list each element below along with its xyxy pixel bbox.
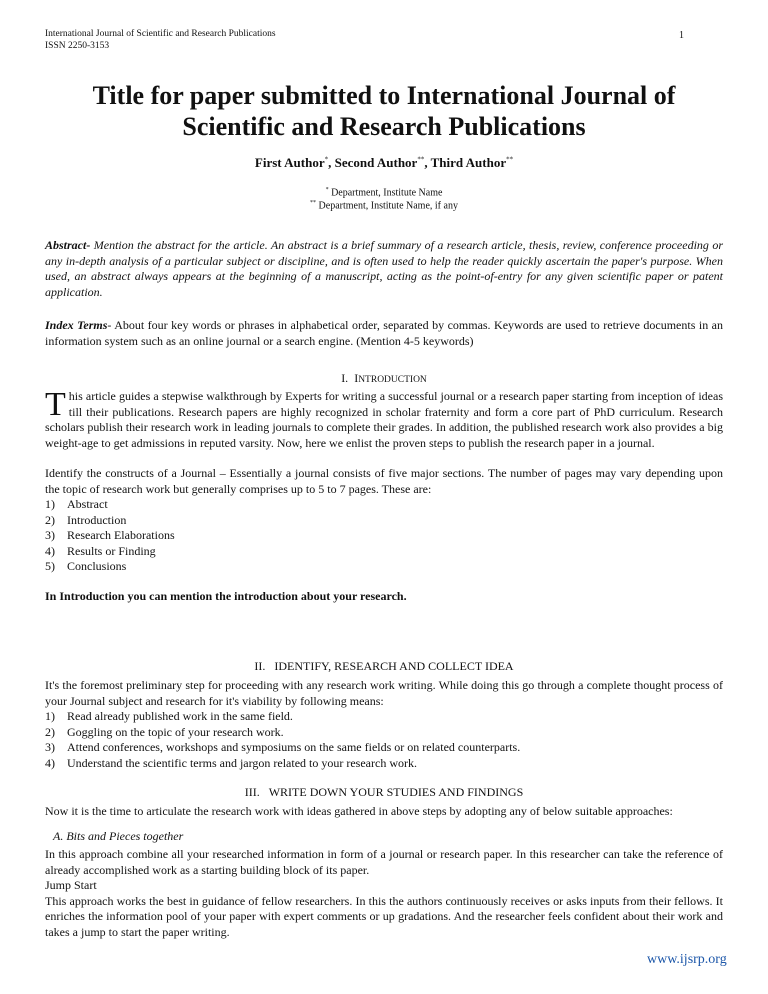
- affiliation-1-mark: *: [325, 187, 329, 193]
- first-author: First Author: [254, 155, 325, 170]
- list-item: 3) Research Elaborations: [45, 528, 175, 542]
- third-author-mark: **: [506, 155, 514, 164]
- section-3-paragraph: Now it is the time to articulate the research work with ideas gathered in above steps by adopting any of below suitable approaches:: [45, 804, 673, 818]
- section-1-heading-rest: NTRODUCTION: [358, 375, 427, 385]
- abstract-text: Mention the abstract for the article. An abstract is a brief summary of a research article, thesis, review, conference proceeding or any in-depth analysis of a particular subject or discipline, and is often used to help the reader quickly ascertain the paper's purpose. When used, an abstract always appears at the beginning of a manuscript, acting as the point-of-entry for any given scientific paper or patent application.: [45, 238, 723, 299]
- abstract: [45, 238, 723, 300]
- jump-start-label: Jump Start: [45, 878, 97, 892]
- list-item: 2) Goggling on the topic of your research work.: [45, 724, 284, 739]
- index-terms-label: Index Terms: [45, 318, 108, 332]
- affiliation-2-text: Department, Institute Name, if any: [318, 200, 458, 212]
- section-2-paragraph: It's the foremost preliminary step for proceeding with any research work writing. While doing this go through a complete thought process of your Journal subject and research for it's viability by following means:: [45, 678, 723, 708]
- section-2-heading: [45, 659, 723, 674]
- constructs-paragraph: Identify the constructs of a Journal – Essentially a journal consists of five major sections. The number of pages may vary depending upon the topic of research work but generally comprises up to 5 to 7 pages. These are:: [45, 466, 723, 496]
- author-line: First Author*, Second Author**, Third Author**: [254, 155, 514, 170]
- list-item: 4) Results or Finding: [45, 543, 156, 558]
- affiliation-1: [40, 187, 728, 198]
- intro-paragraph-text: his article guides a stepwise walkthrough by Experts for writing a successful journal or a research paper starting from inception of ideas till their publications. Research papers are highly recognized in scholar fraternity and form a core part of PhD curriculum. Research scholars publish their research work in leading journals to complete their grades. In addition, the published research work also provides a big weight-age to get admissions in reputed varsity. Now, here we enlist the proven steps to publish the research paper in a journal.: [45, 389, 723, 450]
- list-item: 4) Understand the scientific terms and jargon related to your research work.: [45, 755, 417, 770]
- section-3-heading: [45, 785, 723, 800]
- second-author-mark: **: [417, 155, 425, 164]
- list-item: 5) Conclusions: [45, 559, 127, 573]
- bits-paragraph: In this approach combine all your researched information in form of a journal or research paper. In this researcher can take the reference of already accomplished work as a starting building block of its paper.: [45, 847, 723, 877]
- journal-name: International Journal of Scientific and Research Publications: [45, 29, 276, 39]
- intro-paragraph: [45, 386, 723, 451]
- list-item: 2) Introduction: [45, 512, 127, 527]
- issn: ISSN 2250-3153: [45, 41, 110, 51]
- section-1-heading-first: I: [354, 371, 359, 385]
- jump-start-paragraph: This approach works the best in guidance of fellow researchers. In this the authors continuously receives or asks inputs from their fellows. It enriches the information pool of your paper with expert comments or up gradations. And the researcher feels confident about their work and takes a jump to start the paper writing.: [45, 893, 723, 939]
- intro-note: In Introduction you can mention the introduction about your research.: [45, 588, 407, 603]
- section-3-title: WRITE DOWN YOUR STUDIES AND FINDINGS: [268, 785, 524, 799]
- section-2-body: [45, 678, 723, 771]
- section-1-heading: [45, 371, 723, 386]
- running-header: [45, 28, 276, 52]
- journal-url: www.ijsrp.org: [647, 952, 727, 967]
- third-author: Third Author: [430, 155, 507, 170]
- list-item: 1) Abstract: [45, 497, 108, 511]
- index-terms: [45, 318, 723, 349]
- abstract-label: Abstract-: [45, 238, 91, 252]
- section-3-numeral: III.: [244, 785, 260, 799]
- subsection-heading: A. Bits and Pieces together: [53, 829, 184, 843]
- means-list: [45, 709, 723, 771]
- page-number: 1: [679, 30, 684, 41]
- affiliation-2: [40, 200, 728, 211]
- section-2-title: IDENTIFY, RESEARCH AND COLLECT IDEA: [274, 659, 514, 673]
- section-1-body: [45, 386, 723, 604]
- list-item: 1) Read already published work in the same field.: [45, 709, 293, 723]
- sections-list: [45, 497, 723, 575]
- paper-title: Title for paper submitted to International Journal of Scientific and Research Publications: [92, 81, 676, 141]
- second-author: Second Author: [334, 155, 418, 170]
- section-3-body: [45, 847, 723, 940]
- affiliation-1-text: Department, Institute Name: [331, 187, 443, 199]
- section-2-numeral: II.: [254, 659, 266, 673]
- section-1-numeral: I.: [341, 371, 349, 385]
- first-author-mark: *: [324, 155, 329, 164]
- list-item: 3) Attend conferences, workshops and symposiums on the same fields or on related counterparts.: [45, 740, 521, 754]
- affiliation-2-mark: **: [310, 200, 317, 206]
- index-terms-text: - About four key words or phrases in alphabetical order, separated by commas. Keywords are used to retrieve documents in an information system such as an online journal or a search engine. (Mention 4-5 keywords): [45, 318, 723, 348]
- drop-cap: T: [45, 386, 66, 423]
